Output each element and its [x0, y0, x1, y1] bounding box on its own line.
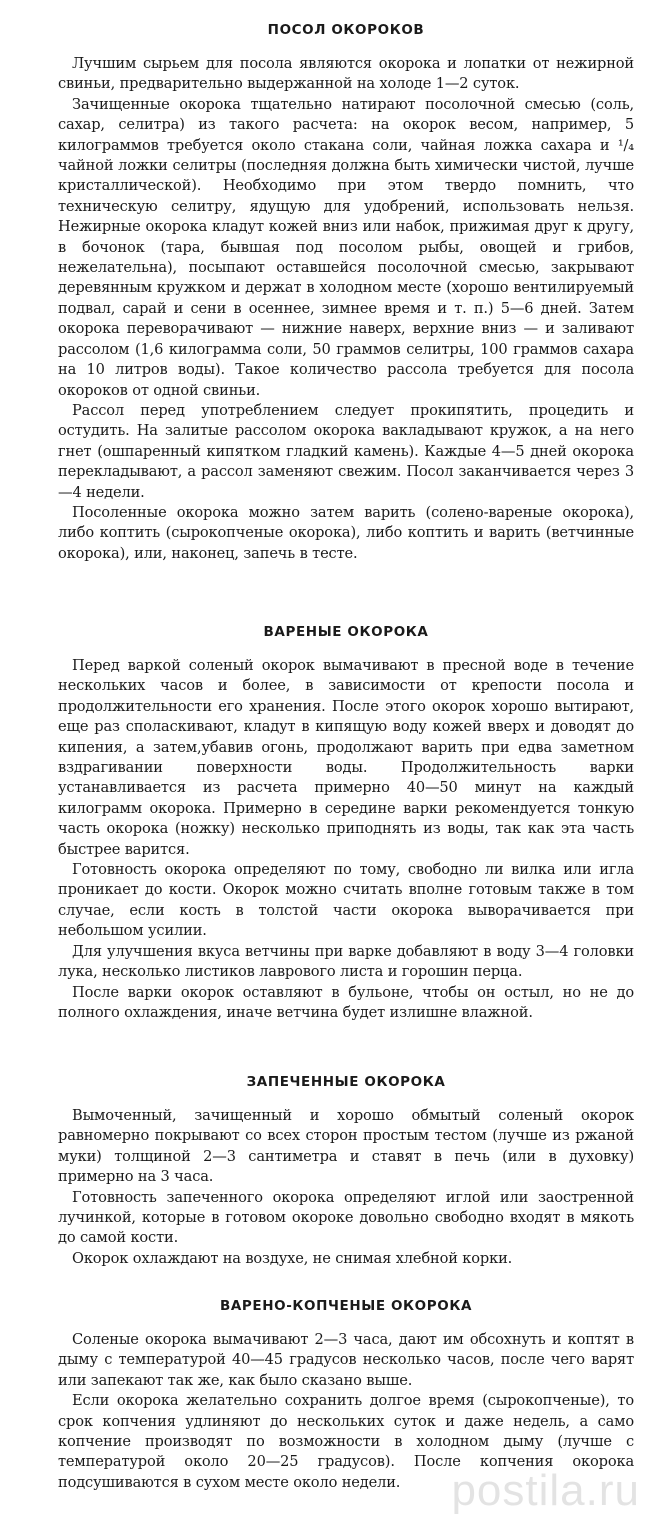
paragraph: Зачищенные окорока тщательно натирают посолочной смесью (соль, сахар, селитра) из такого расчета: на окорок весом, например, 5 килограммов требуется около стакана соли, чайная ложка сахара и ¹/₄ чайной ложки селитры (последняя должна быть химически чистой, лучше кристаллической). Необходимо при этом твердо помнить, что техническую селитру, ядущую для удобрений, использовать нельзя. Нежирные окорока кладут кожей вниз или набок, прижимая друг к другу, в бочонок (тара, бывшая под посолом рыбы, овощей и грибов, нежелательна), посыпают оставшейся посолочной смесью, закрывают деревянным кружком и держат в холодном месте (хорошо вентилируемый подвал, сарай и сени в осеннее, зимнее время и т. п.) 5—6 дней. Затем окорока переворачивают — нижние наверх, верхние вниз — и заливают рассолом (1,6 килограмма соли, 50 граммов селитры, 100 граммов сахара на 10 литров воды). Такое количество рассола требуется для посола окороков от одной свиньи.	[58, 95, 634, 399]
paragraph: Готовность запеченного окорока определяют иглой или заостренной лучинкой, которые в готовом окороке довольно свободно входят в мякоть до самой кости.	[58, 1188, 634, 1247]
paragraph: Соленые окорока вымачивают 2—3 часа, дают им обсохнуть и коптят в дыму с температурой 40—45 градусов несколько часов, после чего варят или запекают так же, как было сказано выше.	[58, 1331, 634, 1389]
paragraph: Окорок охлаждают на воздухе, не снимая хлебной корки.	[72, 1249, 513, 1267]
paragraph: Если окорока желательно сохранить долгое время (сырокопченые), то срок копчения удлиняют до нескольких суток и даже недель, а само копчение производят по возможности в холодном дыму (лучше с температурой около 20—25 градусов). После копчения окорока подсушиваются в сухом месте около недели.	[58, 1392, 634, 1491]
section-title: ВАРЕНО-КОПЧЕНЫЕ ОКОРОКА	[219, 1298, 473, 1314]
paragraph: Рассол перед употреблением следует прокипятить, процедить и остудить. На залитые рассолом окорока вакладывают кружок, а на него гнет (ошпаренный кипятком гладкий камень). Каждые 4—5 дней окорока перекладывают, а рассол заменяют свежим. Посол заканчивается через 3—4 недели.	[58, 401, 634, 501]
section-posol-okorokov	[58, 20, 634, 564]
section-title: ПОСОЛ ОКОРОКОВ	[267, 22, 425, 38]
paragraph: Лучшим сырьем для посола являются окорока и лопатки от нежирной свиньи, предварительно выдержанной на холоде 1—2 суток.	[58, 55, 634, 93]
section-title: ВАРЕНЫЕ ОКОРОКА	[263, 624, 429, 640]
paragraph: Вымоченный, зачищенный и хорошо обмытый соленый окорок равномерно покрывают со всех сторон простым тестом (лучше из ржаной муки) толщиной 2—3 сантиметра и ставят в печь (или в духовку) примерно на 3 часа.	[58, 1107, 634, 1186]
paragraph: После варки окорок оставляют в бульоне, чтобы он остыл, но не до полного охлаждения, иначе ветчина будет излишне влажной.	[58, 983, 634, 1021]
paragraph: Перед варкой соленый окорок вымачивают в пресной воде в течение нескольких часов и более, в зависимости от крепости посола и продолжительности его хранения. После этого окорок хорошо вытирают, еще раз споласкивают, кладут в кипящую воду кожей вверх и доводят до кипения, а затем,убавив огонь, продолжают варить при едва заметном вздрагивании поверхности воды. Продолжительность варки устанавливается из расчета примерно 40—50 минут на каждый килограмм окорока. Примерно в середине варки рекомендуется тонкую часть окорока (ножку) несколько приподнять из воды, так как эта часть быстрее варится.	[58, 657, 634, 858]
section-zapechennye-okoroka	[58, 1072, 634, 1269]
section-varenye-okoroka	[58, 622, 634, 1023]
watermark: postila.ru	[451, 1466, 640, 1515]
section-vareno-kopchenye-okoroka	[58, 1296, 634, 1493]
section-title: ЗАПЕЧЕННЫЕ ОКОРОКА	[246, 1074, 446, 1090]
paragraph: Посоленные окорока можно затем варить (солено-вареные окорока), либо коптить (сырокопченые окорока), либо коптить и варить (ветчинные окорока), или, наконец, запечь в тесте.	[58, 503, 634, 562]
paragraph: Для улучшения вкуса ветчины при варке добавляют в воду 3—4 головки лука, несколько листиков лаврового листа и горошин перца.	[58, 942, 634, 981]
paragraph: Готовность окорока определяют по тому, свободно ли вилка или игла проникает до кости. Окорок можно считать вполне готовым также в том случае, если кость в толстой части окорока выворачивается при небольшом усилии.	[58, 861, 634, 940]
